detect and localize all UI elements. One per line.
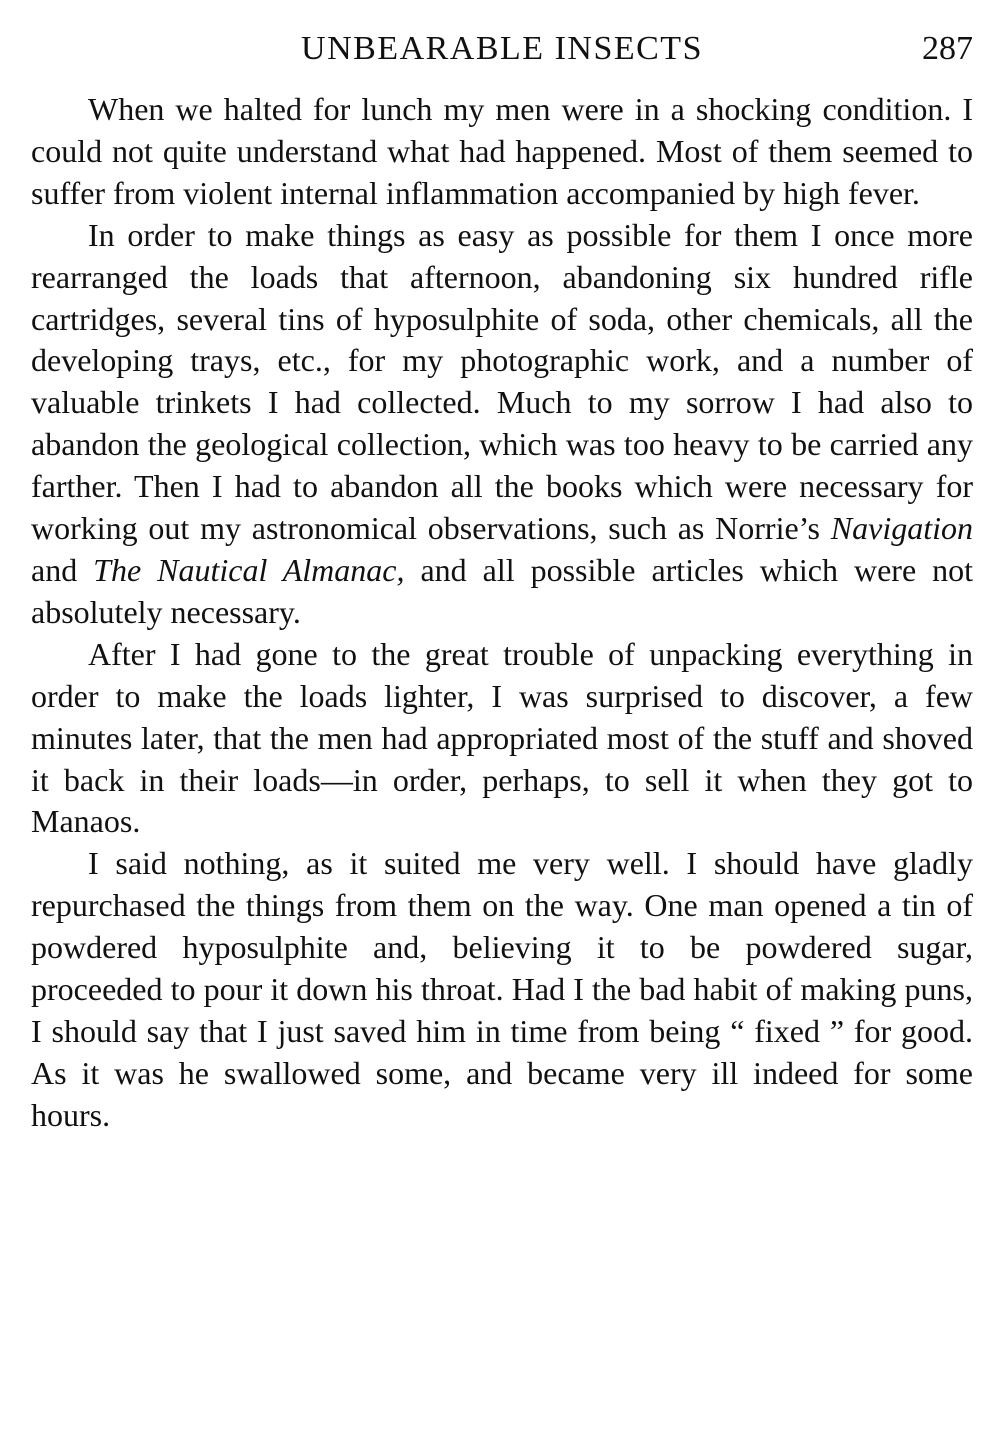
paragraph-3: After I had gone to the great trouble of unpacking everything in order to make the loads lighter, I was surprised to discover, a few minutes later, that the men had appropriated most of the stuff and shoved it back in their loads—in order, perhaps, to sell it when they got to Manaos.: [31, 635, 973, 840]
book-title-navigation: Navigation: [830, 510, 974, 547]
paragraph-2-text: In order to make things as easy as possible for them I once more rearranged the loads that afternoon, abandoning six hundred rifle cartridges, several tins of hyposulphite of soda, other chemicals, all the developing trays, etc., for my photographic work, and a number of valuable trinkets I had collected. Much to my sorrow I had also to abandon the geological collection, which was too heavy to be carried any farther. Then I had to abandon all the books which were necessary for working out my astronomical observations, such as Norrie’s: [31, 216, 973, 547]
paragraph-2: [31, 215, 973, 634]
running-head: UNBEARABLE INSECTS: [301, 30, 703, 67]
paragraph-1: When we halted for lunch my men were in a shocking condition. I could not quite understand what had happened. Most of them seemed to suffer from violent internal inflammation accompanied by high fever.: [31, 91, 973, 211]
book-page: [31, 0, 973, 1449]
body-text: [31, 89, 973, 1137]
paragraph-2-conjunction: and: [31, 551, 78, 588]
paragraph-4: I said nothing, as it suited me very well. I should have gladly repurchased the things from them on the way. One man opened a tin of powdered hyposulphite and, believing it to be powdered sugar, proceeded to pour it down his throat. Had I the bad habit of making puns, I should say that I just saved him in time from being “ fixed ” for good. As it was he swallowed some, and became very ill indeed for some hours.: [31, 845, 973, 1133]
book-title-almanac: The Nautical Almanac,: [93, 551, 405, 588]
page-header: [31, 26, 973, 72]
paragraph-2-end: and all possible articles which were not absolutely necessary.: [31, 551, 974, 630]
page-number: 287: [922, 30, 973, 67]
